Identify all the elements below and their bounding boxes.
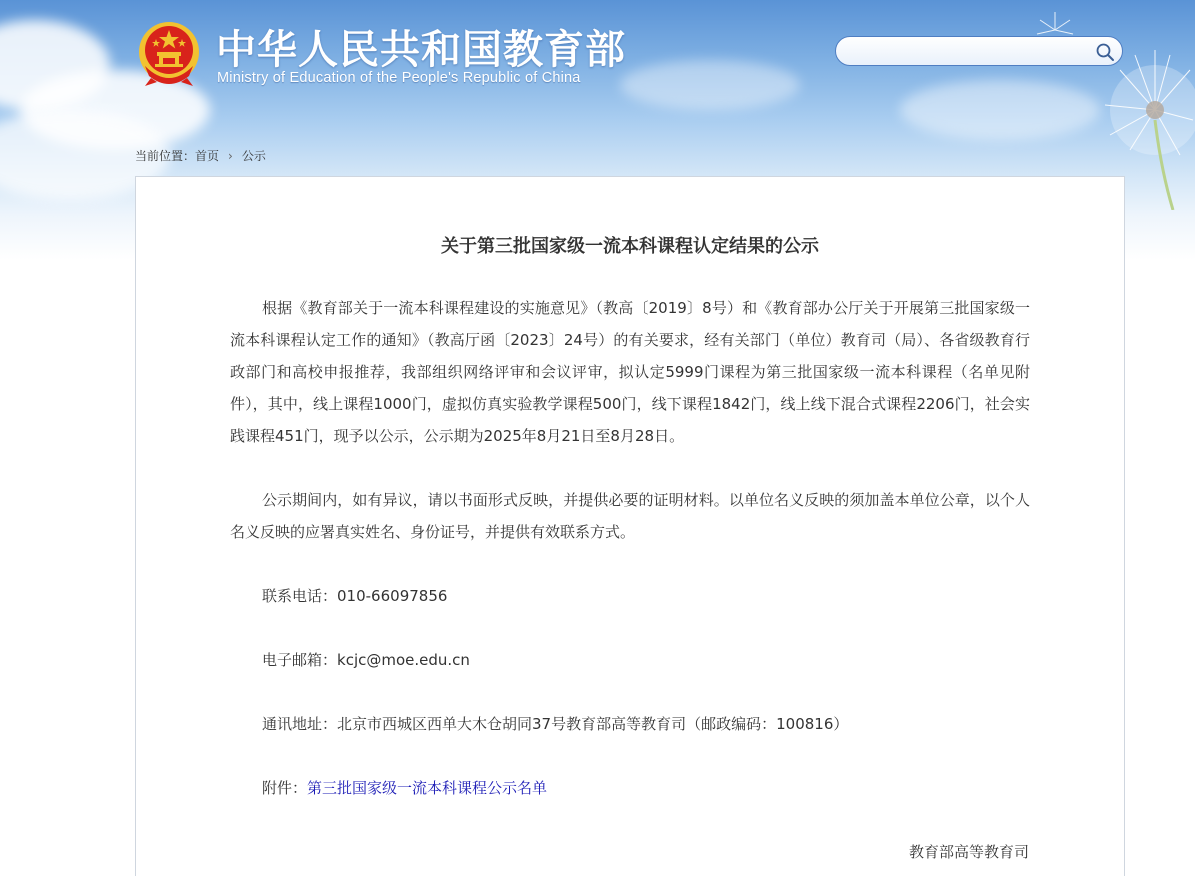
article-paragraph-1: 根据《教育部关于一流本科课程建设的实施意见》（教高〔2019〕8号）和《教育部办公厅关于开展第三批国家级一流本科课程认定工作的通知》（教高厅函〔2023〕24号）的有关要求，经有关部门（单位）教育司（局）、各省级教育行政部门和高校申报推荐，我部组织网络评审和会议评审，拟认定5999门课程为第三批国家级一流本科课程（名单见附件），其中，线上课程1000门，虚拟仿真实验教学课程500门，线下课程1842门，线上线下混合式课程2206门，社会实践课程451门，现予以公示，公示期为2025年8月21日至8月28日。: [230, 299, 1030, 445]
phone-value: 010-66097856: [337, 587, 448, 605]
article-title: 关于第三批国家级一流本科课程认定结果的公示: [441, 236, 819, 257]
contact-address-line: [262, 713, 848, 734]
attachment-line: [262, 777, 547, 798]
attachment-label: 附件：: [262, 779, 308, 797]
address-value: 北京市西城区西单大木仓胡同37号教育部高等教育司（邮政编码：100816）: [337, 715, 849, 733]
chevron-right-icon: ›: [228, 148, 233, 163]
site-subtitle: Ministry of Education of the People's Republic of China: [217, 70, 581, 86]
search-input[interactable]: [850, 41, 1094, 63]
search-icon[interactable]: [1094, 41, 1116, 63]
contact-phone-line: [262, 585, 447, 606]
email-label: 电子邮箱：: [262, 651, 338, 669]
contact-email-line: [262, 649, 470, 670]
article-signature: 教育部高等教育司: [908, 843, 1029, 861]
email-value: kcjc@moe.edu.cn: [337, 651, 470, 669]
address-label: 通讯地址：: [262, 715, 338, 733]
attachment-link[interactable]: 第三批国家级一流本科课程公示名单: [307, 779, 548, 797]
search-box: [835, 36, 1123, 66]
breadcrumb-home-link[interactable]: 首页: [195, 149, 220, 163]
breadcrumb: [135, 147, 266, 164]
breadcrumb-current-link[interactable]: 公示: [241, 149, 266, 163]
article-paragraph-2: 公示期间内，如有异议，请以书面形式反映，并提供必要的证明材料。以单位名义反映的须加盖本单位公章，以个人名义反映的应署真实姓名、身份证号，并提供有效联系方式。: [230, 491, 1030, 541]
site-header: [0, 0, 1195, 140]
phone-label: 联系电话：: [262, 587, 338, 605]
national-emblem-icon[interactable]: [137, 20, 201, 88]
breadcrumb-prefix: 当前位置：: [135, 149, 196, 163]
site-title[interactable]: 中华人民共和国教育部: [216, 26, 626, 73]
